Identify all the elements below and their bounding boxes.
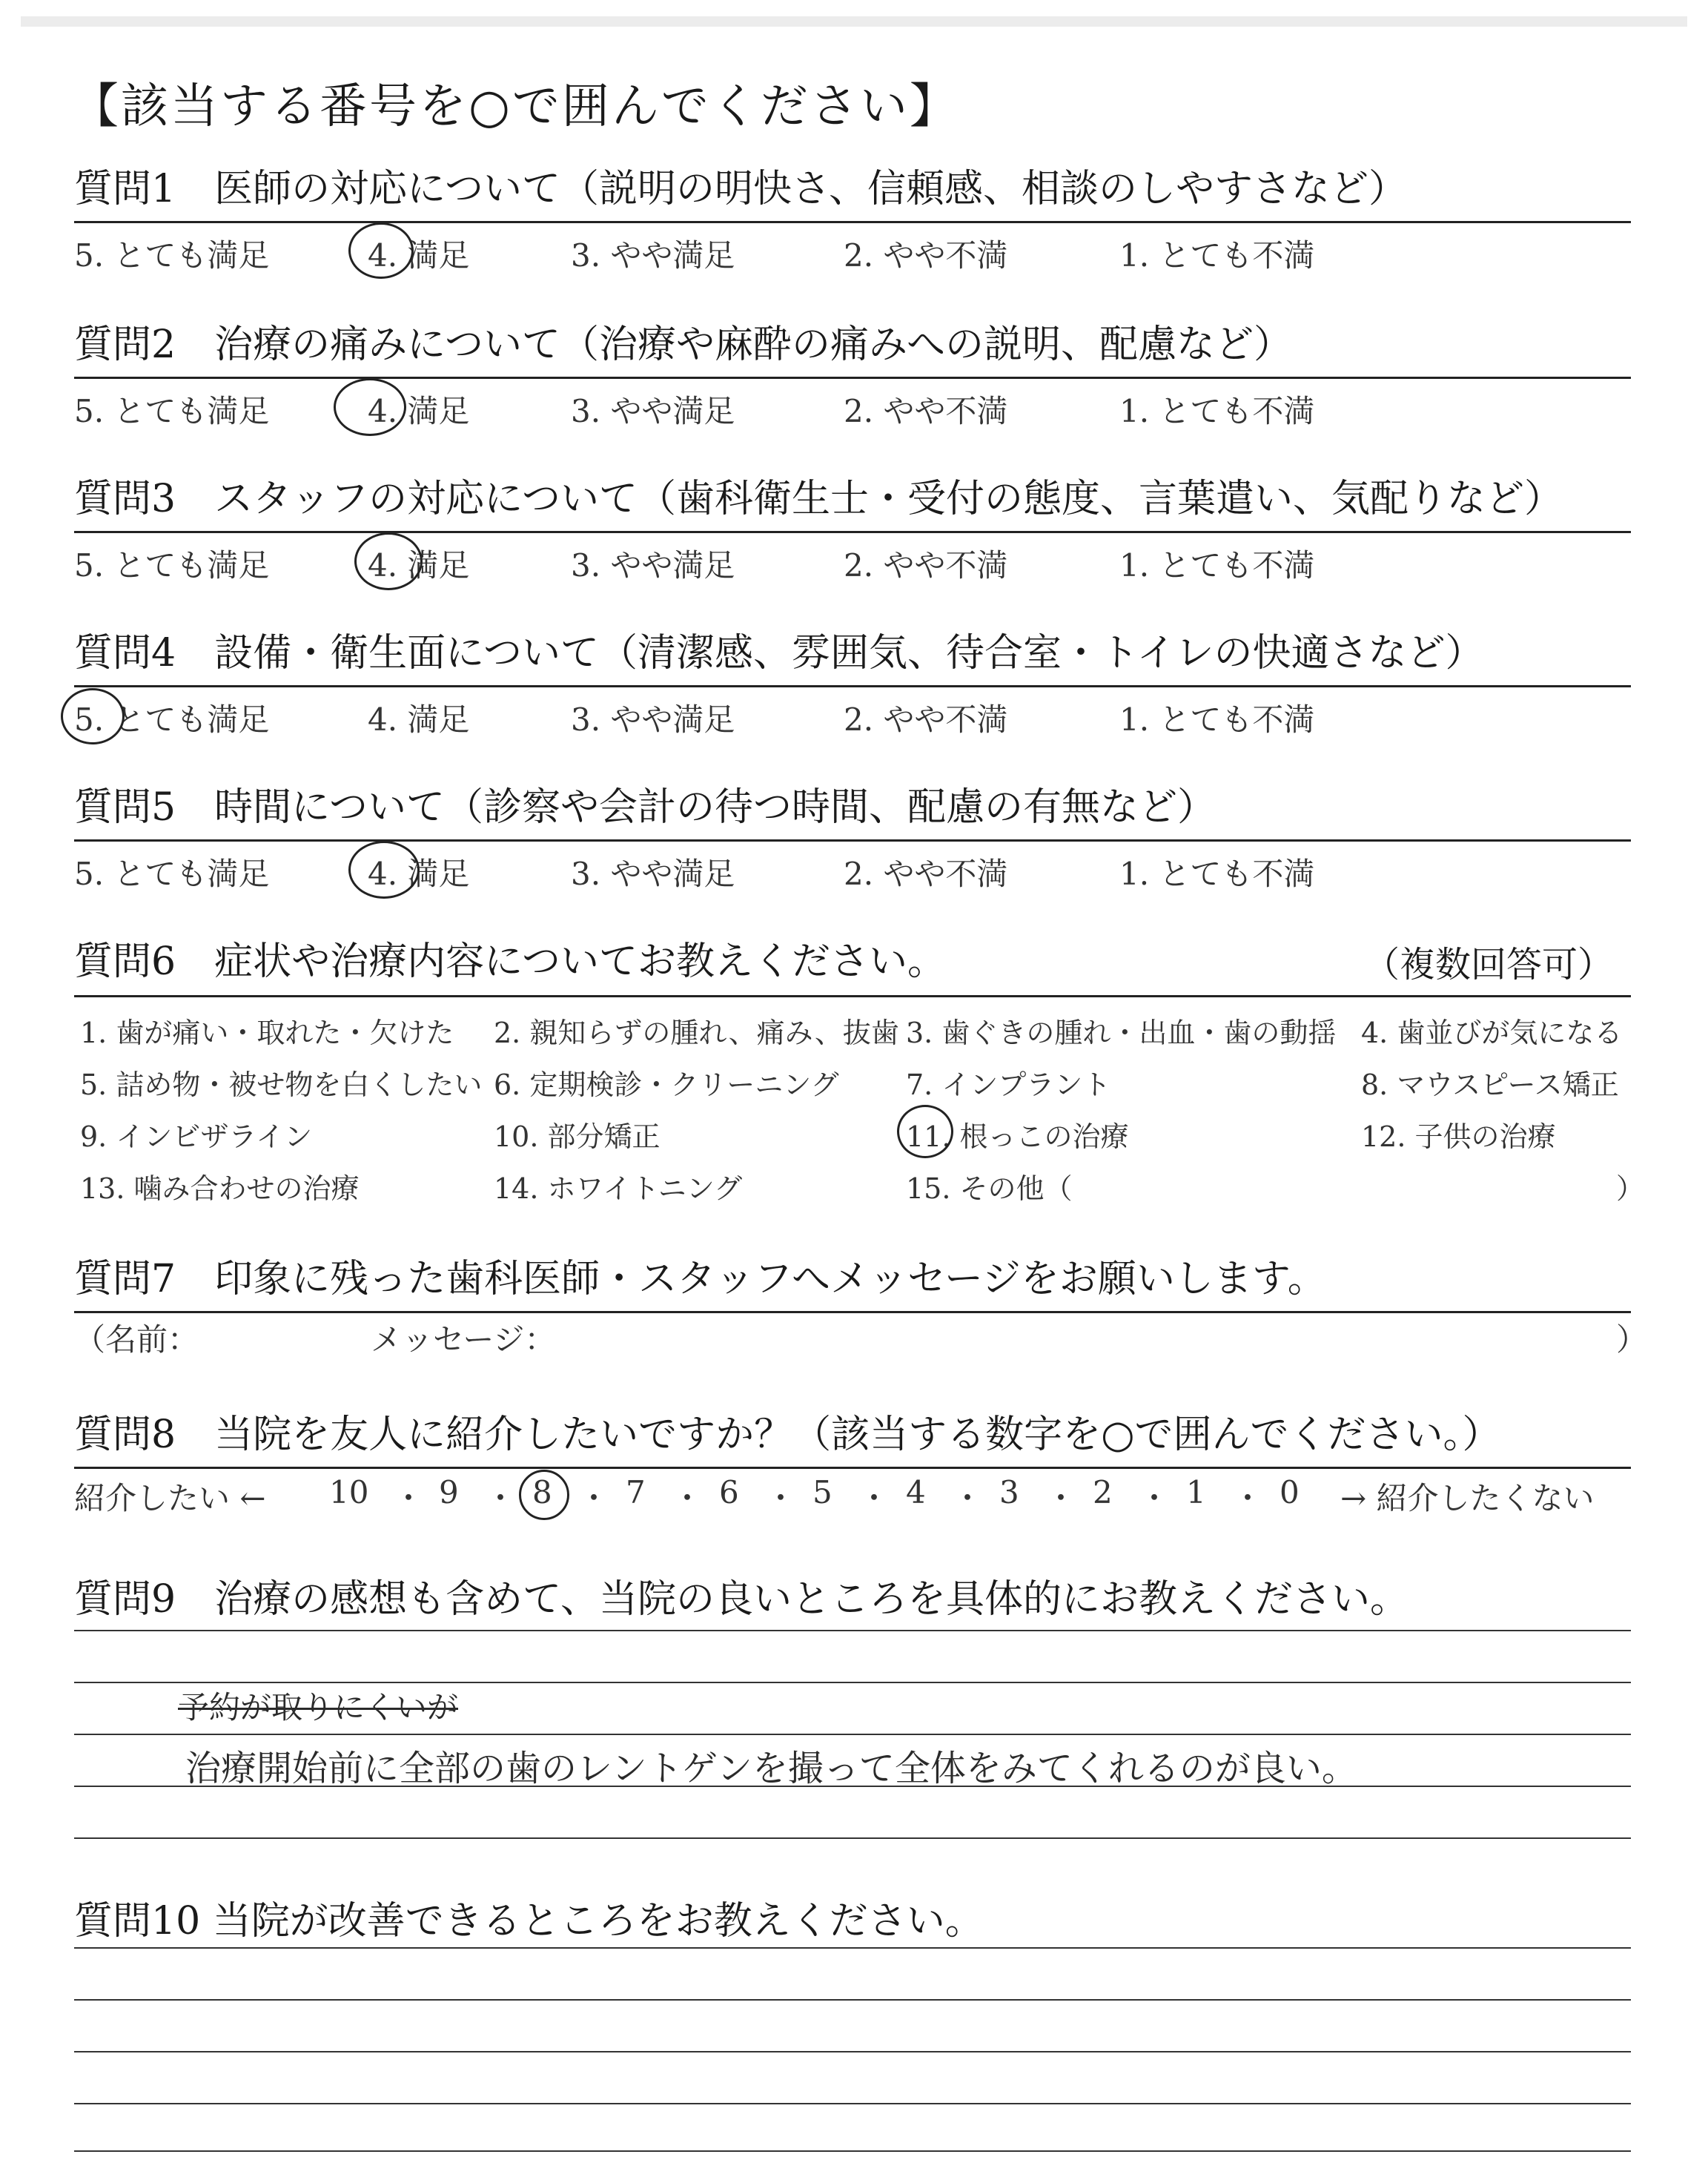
q9-handwritten-answer: 治療開始前に全部の歯のレントゲンを撮って全体をみてくれるのが良い。 — [185, 1748, 1357, 1789]
q1-option-2[interactable]: 2. やや不満 — [844, 237, 1008, 274]
q6-selection-circle — [897, 1105, 953, 1158]
q8-score-7[interactable]: 7 — [626, 1474, 646, 1510]
q3-option-5[interactable]: 5. とても満足 — [74, 547, 270, 584]
question-4 — [74, 627, 1631, 679]
q7-message-label[interactable]: メッセージ： — [371, 1321, 556, 1358]
question-6-rule — [74, 995, 1631, 997]
q3-option-4[interactable]: 4. 満足 — [368, 547, 470, 584]
q2-option-1[interactable]: 1. とても不満 — [1119, 393, 1315, 429]
q1-selection-circle — [348, 222, 414, 279]
q6-option-13[interactable]: 13. 噛み合わせの治療 — [80, 1172, 360, 1205]
q8-score-9[interactable]: 9 — [439, 1474, 459, 1510]
question-10 — [74, 1895, 1631, 1947]
question-2-rule — [74, 377, 1631, 379]
question-1-title: 質問1 医師の対応について（説明の明快さ、信頼感、相談のしやすさなど） — [74, 167, 1407, 211]
q3-option-3[interactable]: 3. やや満足 — [571, 547, 735, 584]
q4-option-1[interactable]: 1. とても不満 — [1119, 701, 1315, 738]
question-5 — [74, 782, 1631, 833]
q6-option-15-close: ） — [1616, 1172, 1645, 1205]
q8-selection-circle — [519, 1470, 569, 1520]
question-1-options — [74, 231, 1631, 276]
question-8 — [74, 1409, 1631, 1461]
q9-line-5 — [74, 1837, 1631, 1839]
q4-option-2[interactable]: 2. やや不満 — [844, 701, 1008, 738]
q8-score-10[interactable]: 10 — [329, 1474, 369, 1510]
question-3 — [74, 473, 1631, 525]
q3-option-2[interactable]: 2. やや不満 — [844, 547, 1008, 584]
q6-option-5[interactable]: 5. 詰め物・被せ物を白くしたい — [80, 1069, 483, 1101]
question-4-title: 質問4 設備・衛生面について（清潔感、雰囲気、待合室・トイレの快適さなど） — [74, 631, 1484, 676]
q10-line-4 — [74, 2103, 1631, 2104]
q1-option-4[interactable]: 4. 満足 — [368, 237, 470, 274]
q8-score-8[interactable]: 8 — [532, 1474, 552, 1510]
question-4-options — [74, 696, 1631, 740]
question-7-rule — [74, 1311, 1631, 1313]
question-8-title: 質問8 当院を友人に紹介したいですか？（該当する数字を○で囲んでください。） — [74, 1413, 1501, 1457]
question-6-multiple-note: （複数回答可） — [1364, 944, 1614, 985]
q6-option-2[interactable]: 2. 親知らずの腫れ、痛み、抜歯 — [494, 1017, 899, 1049]
q9-struck-handwriting: 予約が取りにくいが — [178, 1689, 459, 1725]
q8-score-3[interactable]: 3 — [999, 1474, 1019, 1510]
q6-option-11[interactable]: 11. 根っこの治療 — [906, 1120, 1129, 1153]
q3-selection-circle — [354, 532, 423, 590]
q4-option-5[interactable]: 5. とても満足 — [74, 701, 270, 738]
q2-option-5[interactable]: 5. とても満足 — [74, 393, 270, 429]
question-7-fields — [74, 1315, 1648, 1360]
q9-line-3 — [74, 1734, 1631, 1735]
q6-option-4[interactable]: 4. 歯並びが気になる — [1361, 1017, 1623, 1049]
question-1 — [74, 163, 1631, 215]
q5-selection-circle — [348, 841, 420, 899]
q6-option-15[interactable]: 15. その他（ — [906, 1172, 1073, 1205]
q6-option-6[interactable]: 6. 定期検診・クリーニング — [494, 1069, 839, 1101]
question-2-title: 質問2 治療の痛みについて（治療や麻酔の痛みへの説明、配慮など） — [74, 323, 1293, 367]
q2-option-4[interactable]: 4. 満足 — [368, 393, 470, 429]
question-7 — [74, 1253, 1631, 1305]
q7-close-paren: ） — [1616, 1321, 1648, 1358]
q1-option-3[interactable]: 3. やや満足 — [571, 237, 735, 274]
q8-score-6[interactable]: 6 — [719, 1474, 739, 1510]
q4-selection-circle — [61, 688, 125, 744]
question-10-title: 質問10 当院が改善できるところをお教えください。 — [74, 1899, 984, 1943]
q10-line-3 — [74, 2051, 1631, 2052]
q2-selection-circle — [334, 378, 406, 436]
q6-option-1[interactable]: 1. 歯が痛い・取れた・欠けた — [80, 1017, 454, 1049]
q6-option-14[interactable]: 14. ホワイトニング — [494, 1172, 743, 1205]
question-3-options — [74, 541, 1631, 586]
question-2 — [74, 319, 1631, 371]
q8-score-5[interactable]: 5 — [812, 1474, 833, 1510]
q2-option-2[interactable]: 2. やや不満 — [844, 393, 1008, 429]
q10-line-2 — [74, 1999, 1631, 2001]
q8-score-4[interactable]: 4 — [906, 1474, 926, 1510]
question-6-title: 質問6 症状や治療内容についてお教えください。 — [74, 939, 947, 984]
question-5-options — [74, 850, 1631, 894]
q5-option-2[interactable]: 2. やや不満 — [844, 856, 1008, 892]
question-7-title: 質問7 印象に残った歯科医師・スタッフへメッセージをお願いします。 — [74, 1257, 1326, 1301]
q5-option-4[interactable]: 4. 満足 — [368, 856, 470, 892]
q3-option-1[interactable]: 1. とても不満 — [1119, 547, 1315, 584]
page-title: 【該当する番号を○で囲んでください】 — [71, 79, 959, 134]
q4-option-4[interactable]: 4. 満足 — [368, 701, 470, 738]
q10-line-1 — [74, 1947, 1631, 1949]
q5-option-3[interactable]: 3. やや満足 — [571, 856, 735, 892]
q6-option-3[interactable]: 3. 歯ぐきの腫れ・出血・歯の動揺 — [906, 1017, 1337, 1049]
q7-name-label: （名前： — [74, 1321, 199, 1358]
question-3-rule — [74, 531, 1631, 533]
q6-option-7[interactable]: 7. インプラント — [906, 1069, 1111, 1101]
q8-score-2[interactable]: 2 — [1093, 1474, 1113, 1510]
question-9-title: 質問9 治療の感想も含めて、当院の良いところを具体的にお教えください。 — [74, 1577, 1409, 1622]
q5-option-5[interactable]: 5. とても満足 — [74, 856, 270, 892]
q6-option-9[interactable]: 9. インビザライン — [80, 1120, 313, 1153]
q6-option-8[interactable]: 8. マウスピース矯正 — [1361, 1069, 1619, 1101]
q8-score-0[interactable]: 0 — [1280, 1474, 1300, 1510]
q8-score-1[interactable]: 1 — [1186, 1474, 1206, 1510]
q8-left-label: 紹介したい ← — [74, 1480, 266, 1516]
question-5-rule — [74, 839, 1631, 842]
question-1-rule — [74, 221, 1631, 223]
scan-top-edge — [21, 16, 1687, 27]
question-9 — [74, 1573, 1631, 1625]
q1-option-5[interactable]: 5. とても満足 — [74, 237, 270, 274]
q6-option-12[interactable]: 12. 子供の治療 — [1361, 1120, 1556, 1153]
question-8-scale: 紹介したい ← 10 ・ 9 ・ 8 ・ 7 ・ 6 ・ 5 ・ 4 ・ 3 ・ 2 ・ 1 ・ 0 → 紹介したくない — [74, 1474, 1631, 1519]
q6-option-10[interactable]: 10. 部分矯正 — [494, 1120, 661, 1153]
q1-option-1[interactable]: 1. とても不満 — [1119, 237, 1315, 274]
q10-line-5 — [74, 2150, 1631, 2152]
question-4-rule — [74, 685, 1631, 687]
q5-option-1[interactable]: 1. とても不満 — [1119, 856, 1315, 892]
question-8-rule — [74, 1467, 1631, 1469]
question-3-title: 質問3 スタッフの対応について（歯科衛生士・受付の態度、言葉遣い、気配りなど） — [74, 477, 1563, 521]
question-2-options — [74, 387, 1631, 432]
q9-line-1 — [74, 1630, 1631, 1631]
q4-option-3[interactable]: 3. やや満足 — [571, 701, 735, 738]
q2-option-3[interactable]: 3. やや満足 — [571, 393, 735, 429]
question-5-title: 質問5 時間について（診察や会計の待つ時間、配慮の有無など） — [74, 785, 1217, 830]
q8-right-label: → 紹介したくない — [1340, 1480, 1595, 1516]
